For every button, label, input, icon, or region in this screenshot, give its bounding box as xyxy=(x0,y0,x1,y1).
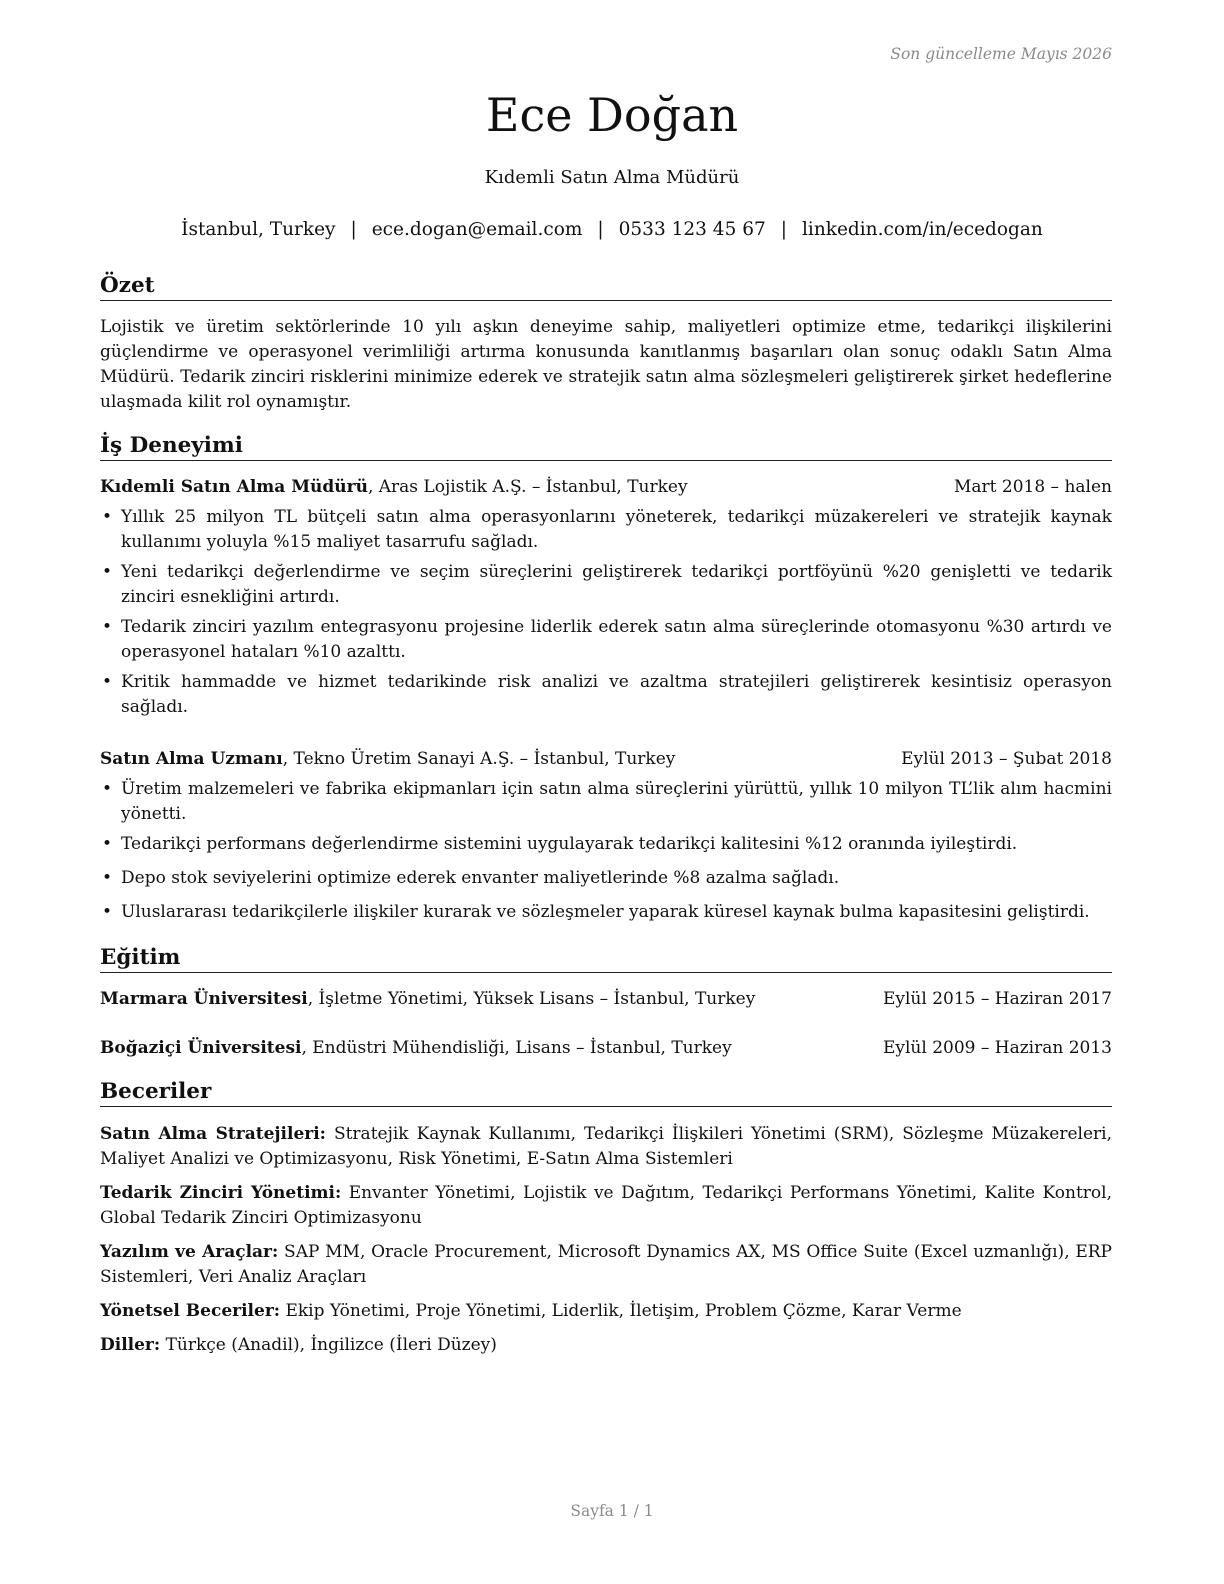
skill-category: Yönetsel Beceriler: xyxy=(100,1301,281,1321)
skill-row xyxy=(100,1333,1112,1358)
skill-row xyxy=(100,1122,1112,1172)
candidate-name: Ece Doğan xyxy=(485,88,739,142)
skill-category: Diller: xyxy=(100,1335,161,1355)
job-company: , Tekno Üretim Sanayi A.Ş. – İstanbul, Turkey xyxy=(282,749,676,769)
job-role: Satın Alma Uzmanı xyxy=(100,749,283,769)
skill-values: Envanter Yönetimi, Lojistik ve Dağıtım, Tedarikçi Performans Yönetimi, Kalite Kontrol, Global Tedarik Zinciri Optimizasyonu xyxy=(100,1183,1112,1228)
job-bullets xyxy=(100,777,1112,925)
job-header xyxy=(100,747,1112,772)
job-dates: Eylül 2013 – Şubat 2018 xyxy=(901,749,1112,769)
contact-line xyxy=(0,219,1224,240)
education-school: Marmara Üniversitesi xyxy=(100,989,308,1009)
education-line xyxy=(100,987,755,1012)
list-item: • Kritik hammadde ve hizmet tedarikinde risk analizi ve azaltma stratejileri geliştirerek kesintisiz operasyon sağladı. xyxy=(100,670,1112,720)
list-item: • Yıllık 25 milyon TL bütçeli satın alma operasyonlarını yöneterek, tedarikçi müzakereleri ve stratejik kaynak kullanımı yoluyla %15 maliyet tasarrufu sağladı. xyxy=(100,505,1112,555)
job-title-line xyxy=(100,747,675,772)
last-updated: Son güncelleme Mayıs 2026 xyxy=(890,45,1112,63)
skill-category: Tedarik Zinciri Yönetimi: xyxy=(100,1183,342,1203)
summary-text: Lojistik ve üretim sektörlerinde 10 yılı aşkın deneyime sahip, maliyetleri optimize etme, tedarikçi ilişkilerini güçlendirme ve operasyonel verimliliği artırma konusunda kanıtlanmış başarıları olan sonuç odaklı Satın Alma Müdürü. Tedarik zinciri risklerini minimize ederek ve stratejik satın alma sözleşmeleri geliştirerek şirket hedeflerine ulaşmada kilit rol oynamıştır. xyxy=(100,317,1112,412)
contact-separator: | xyxy=(597,219,604,240)
job-dates: Mart 2018 – halen xyxy=(953,477,1112,497)
list-item: • Tedarik zinciri yazılım entegrasyonu projesine liderlik ederek satın alma süreçlerinde otomasyonu %30 artırdı ve operasyonel hataları %10 azalttı. xyxy=(100,615,1112,665)
contact-separator: | xyxy=(780,219,787,240)
job-header xyxy=(100,475,1112,500)
job-bullets xyxy=(100,505,1112,720)
skill-values: Türkçe (Anadil), İngilizce (İleri Düzey) xyxy=(160,1335,497,1355)
section-heading-education: Eğitim xyxy=(100,944,1112,973)
education-degree: , Endüstri Mühendisliği, Lisans – İstanbul, Turkey xyxy=(301,1038,732,1058)
resume-content xyxy=(100,272,1112,1358)
job-company: , Aras Lojistik A.Ş. – İstanbul, Turkey xyxy=(367,477,688,497)
job-role: Kıdemli Satın Alma Müdürü xyxy=(100,477,368,497)
skill-category: Yazılım ve Araçlar: xyxy=(100,1242,279,1262)
job-entry xyxy=(100,475,1112,720)
education-dates: Eylül 2009 – Haziran 2013 xyxy=(882,1038,1112,1058)
list-item: • Üretim malzemeleri ve fabrika ekipmanları için satın alma süreçlerini yürüttü, yıllık 10 milyon TL’lik alım hacmini yönetti. xyxy=(100,777,1112,827)
contact-phone[interactable]: 0533 123 45 67 xyxy=(618,219,766,240)
section-heading-experience: İş Deneyimi xyxy=(100,432,1112,461)
section-heading-summary: Özet xyxy=(100,272,1112,301)
education-school: Boğaziçi Üniversitesi xyxy=(100,1038,302,1058)
contact-separator: | xyxy=(350,219,357,240)
page-number: Sayfa 1 / 1 xyxy=(570,1502,654,1520)
list-item: • Depo stok seviyelerini optimize ederek envanter maliyetlerinde %8 azalma sağladı. xyxy=(100,866,1112,891)
skill-values: SAP MM, Oracle Procurement, Microsoft Dynamics AX, MS Office Suite (Excel uzmanlığı), ERP Sistemleri, Veri Analiz Araçları xyxy=(100,1242,1112,1287)
candidate-title: Kıdemli Satın Alma Müdürü xyxy=(484,167,740,188)
contact-linkedin[interactable]: linkedin.com/in/ecedogan xyxy=(802,219,1043,240)
skill-row xyxy=(100,1240,1112,1290)
list-item: • Tedarikçi performans değerlendirme sistemini uygulayarak tedarikçi kalitesini %12 oranında iyileştirdi. xyxy=(100,832,1112,857)
education-entry xyxy=(100,987,1112,1012)
skill-values: Stratejik Kaynak Kullanımı, Tedarikçi İlişkileri Yönetimi (SRM), Sözleşme Müzakereleri, Maliyet Analizi ve Optimizasyonu, Risk Yönetimi, E-Satın Alma Sistemleri xyxy=(100,1124,1112,1169)
job-entry xyxy=(100,747,1112,925)
skill-row xyxy=(100,1181,1112,1231)
skill-category: Satın Alma Stratejileri: xyxy=(100,1124,326,1144)
skill-row xyxy=(100,1299,1112,1324)
contact-email[interactable]: ece.dogan@email.com xyxy=(371,219,583,240)
list-item: • Yeni tedarikçi değerlendirme ve seçim süreçlerini geliştirerek tedarikçi portföyünü %20 genişletti ve tedarik zinciri esnekliğini artırdı. xyxy=(100,560,1112,610)
job-title-line xyxy=(100,475,688,500)
skill-values: Ekip Yönetimi, Proje Yönetimi, Liderlik, İletişim, Problem Çözme, Karar Verme xyxy=(280,1301,962,1321)
education-dates: Eylül 2015 – Haziran 2017 xyxy=(882,989,1112,1009)
education-entry xyxy=(100,1036,1112,1061)
list-item: • Uluslararası tedarikçilerle ilişkiler kurarak ve sözleşmeler yaparak küresel kaynak bulma kapasitesini geliştirdi. xyxy=(100,900,1112,925)
education-degree: , İşletme Yönetimi, Yüksek Lisans – İstanbul, Turkey xyxy=(307,989,756,1009)
contact-location: İstanbul, Turkey xyxy=(181,219,336,240)
section-heading-skills: Beceriler xyxy=(100,1078,1112,1107)
education-line xyxy=(100,1036,732,1061)
